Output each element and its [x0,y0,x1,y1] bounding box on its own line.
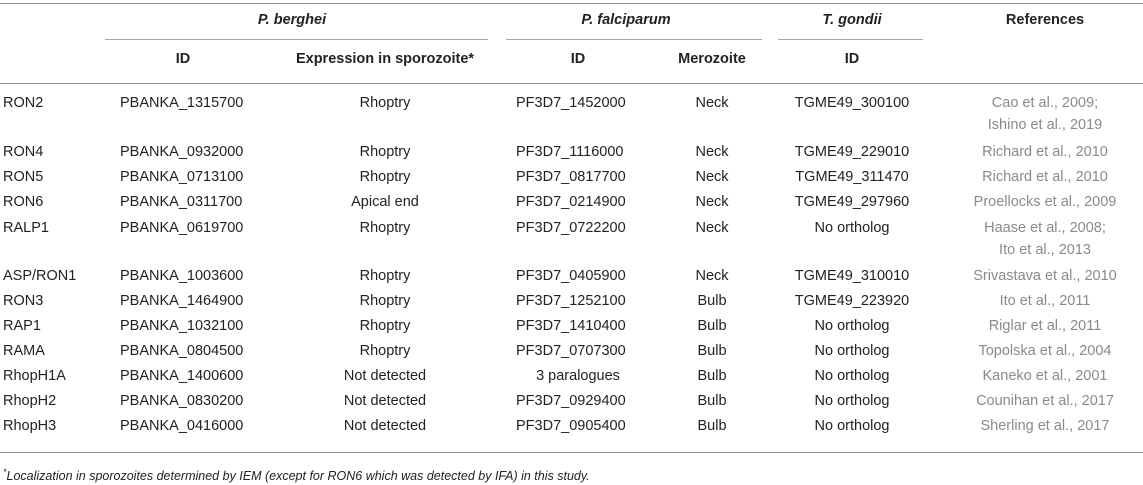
cell-merozoite: Neck [695,194,729,210]
cell-reference-line2: Ito et al., 2013 [999,242,1091,258]
cell-pb-id: PBANKA_1003600 [120,268,244,284]
cell-reference: Richard et al., 2010 [982,144,1108,160]
cell-pf-id: PF3D7_0817700 [516,169,626,185]
cell-merozoite: Bulb [697,293,727,309]
cell-tg-id: TGME49_297960 [794,194,910,210]
cell-tg-id: TGME49_300100 [794,95,910,111]
cell-expression: Rhoptry [359,268,411,284]
cell-reference: Haase et al., 2008; [984,220,1106,236]
cell-reference: Kaneko et al., 2001 [982,368,1108,384]
cell-protein: RON3 [3,293,44,309]
table-footnote [3,467,590,483]
cell-tg-id: TGME49_229010 [794,144,910,160]
cell-pb-id: PBANKA_1032100 [120,318,244,334]
group-header-t-gondii: T. gondii [822,12,882,28]
cell-merozoite: Neck [695,268,729,284]
cell-pb-id: PBANKA_0619700 [120,220,244,236]
cell-protein: RON5 [3,169,44,185]
cell-pb-id: PBANKA_0311700 [120,194,243,210]
cell-pf-id: PF3D7_1116000 [516,144,624,160]
cell-pb-id: PBANKA_1464900 [120,293,244,309]
cell-pb-id: PBANKA_1315700 [120,95,244,111]
cell-protein: RON6 [3,194,44,210]
cell-tg-id: No ortholog [814,368,890,384]
cell-expression: Rhoptry [359,220,411,236]
column-header-tg-id: ID [844,51,860,67]
cell-pf-id: PF3D7_0722200 [516,220,626,236]
cell-reference: Riglar et al., 2011 [988,318,1102,334]
cell-reference: Counihan et al., 2017 [976,393,1114,409]
column-header-references: References [1005,12,1085,28]
cell-tg-id: No ortholog [814,393,890,409]
cell-expression: Not detected [343,418,427,434]
cell-expression: Rhoptry [359,293,411,309]
cell-protein: ASP/RON1 [3,268,77,284]
cell-reference: Topolska et al., 2004 [978,343,1112,359]
cell-pb-id: PBANKA_0804500 [120,343,244,359]
cell-expression: Apical end [351,194,419,210]
cell-reference: Ito et al., 2011 [999,293,1091,309]
cell-merozoite: Neck [695,95,729,111]
cell-pf-id: PF3D7_1410400 [516,318,626,334]
column-header-pb-id: ID [175,51,191,67]
cell-reference: Cao et al., 2009; [991,95,1099,111]
cell-pf-id: PF3D7_0905400 [516,418,626,434]
table-bottom-rule [0,452,1143,453]
group-header-p-falciparum: P. falciparum [581,12,671,28]
cell-pf-id: PF3D7_1452000 [516,95,626,111]
cell-merozoite: Neck [695,169,729,185]
cell-protein: RON4 [3,144,44,160]
cell-reference: Sherling et al., 2017 [980,418,1110,434]
cell-merozoite: Neck [695,220,729,236]
cell-tg-id: No ortholog [814,343,890,359]
footnote-mark: * [3,467,7,477]
column-header-expression: Expression in sporozoite* [295,51,475,67]
cell-merozoite: Neck [695,144,729,160]
cell-merozoite: Bulb [697,393,727,409]
cell-expression: Rhoptry [359,343,411,359]
cell-expression: Rhoptry [359,95,411,111]
cell-pf-id: PF3D7_1252100 [516,293,626,309]
cell-merozoite: Bulb [697,368,727,384]
cell-protein: RhopH2 [3,393,57,409]
cell-expression: Rhoptry [359,144,411,160]
cell-reference: Richard et al., 2010 [982,169,1108,185]
cell-reference-line2: Ishino et al., 2019 [987,117,1103,133]
cell-tg-id: No ortholog [814,220,890,236]
cell-expression: Rhoptry [359,169,411,185]
group-header-p-berghei: P. berghei [257,12,327,28]
cell-tg-id: No ortholog [814,418,890,434]
column-header-pf-id: ID [570,51,586,67]
cell-pf-id: 3 paralogues [536,368,620,384]
cell-protein: RAMA [3,343,45,359]
cell-pb-id: PBANKA_1400600 [120,368,244,384]
cell-protein: RAP1 [3,318,41,334]
cell-expression: Not detected [343,368,427,384]
cell-tg-id: TGME49_311470 [795,169,909,185]
footnote-text: Localization in sporozoites determined by IEM (except for RON6 which was detected by IFA) in this study. [6,469,590,484]
cell-expression: Not detected [343,393,427,409]
cell-pf-id: PF3D7_0405900 [516,268,626,284]
cell-pf-id: PF3D7_0214900 [516,194,626,210]
cell-protein: RhopH3 [3,418,57,434]
cell-pb-id: PBANKA_0830200 [120,393,244,409]
cell-pf-id: PF3D7_0707300 [516,343,626,359]
header-bottom-rule [0,83,1143,84]
cell-protein: RON2 [3,95,44,111]
cell-pb-id: PBANKA_0416000 [120,418,244,434]
cell-reference: Proellocks et al., 2009 [973,194,1117,210]
cell-expression: Rhoptry [359,318,411,334]
cell-merozoite: Bulb [697,418,727,434]
cell-tg-id: TGME49_310010 [794,268,910,284]
cell-pf-id: PF3D7_0929400 [516,393,626,409]
group-rule-t-gondii [778,39,923,40]
column-header-merozoite: Merozoite [678,51,746,67]
cell-reference: Srivastava et al., 2010 [973,268,1117,284]
group-rule-p-falciparum [506,39,762,40]
cell-protein: RhopH1A [3,368,66,384]
cell-pb-id: PBANKA_0932000 [120,144,244,160]
table-top-rule [0,3,1143,4]
cell-pb-id: PBANKA_0713100 [120,169,244,185]
cell-tg-id: TGME49_223920 [794,293,910,309]
group-rule-p-berghei [105,39,488,40]
cell-merozoite: Bulb [697,343,727,359]
cell-protein: RALP1 [3,220,49,236]
cell-tg-id: No ortholog [814,318,890,334]
cell-merozoite: Bulb [697,318,727,334]
